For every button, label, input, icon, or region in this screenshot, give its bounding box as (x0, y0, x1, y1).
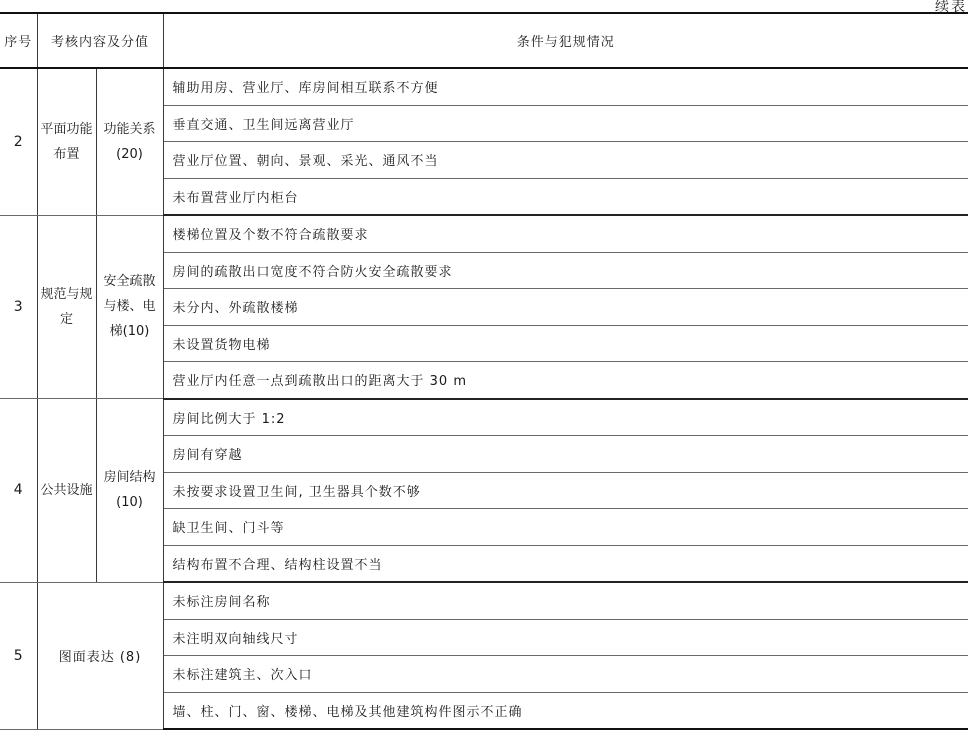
table-row (0, 582, 968, 619)
category-cell (96, 399, 163, 583)
condition-cell: 未布置营业厅内柜台 (163, 178, 968, 215)
table-row (0, 68, 968, 105)
category-label-line: 安全疏散 (103, 274, 156, 290)
section-label-line: 公共设施 (40, 482, 93, 498)
condition-cell: 结构布置不合理、结构柱设置不当 (163, 545, 968, 582)
condition-cell: 缺卫生间、门斗等 (163, 509, 968, 546)
category-label-line: 功能关系 (103, 121, 156, 137)
section-label-line: 布置 (53, 146, 80, 162)
header-no: 序号 (0, 13, 37, 68)
header-content-score: 考核内容及分值 (37, 13, 163, 68)
row-number: 3 (0, 215, 37, 399)
condition-cell: 墙、柱、门、窗、楼梯、电梯及其他建筑构件图示不正确 (163, 692, 968, 729)
section-label-line: 规范与规 (40, 286, 93, 302)
exam-scoring-table (0, 12, 968, 730)
section-label-line: 平面功能 (40, 121, 93, 137)
section-cell (37, 399, 96, 583)
category-label-line: 与楼、电 (103, 299, 156, 315)
section-cell (37, 215, 96, 399)
row-number: 4 (0, 399, 37, 583)
row-number: 2 (0, 68, 37, 215)
category-label-line: (10) (116, 495, 143, 511)
continued-table-label: 续表 (935, 0, 967, 15)
section-category-merged-cell: 图面表达 (8) (37, 582, 163, 729)
row-number: 5 (0, 582, 37, 729)
category-label-line: 梯(10) (109, 324, 150, 340)
section-label-line: 定 (59, 311, 73, 327)
condition-cell: 未按要求设置卫生间, 卫生器具个数不够 (163, 472, 968, 509)
condition-cell: 房间的疏散出口宽度不符合防火安全疏散要求 (163, 252, 968, 289)
condition-cell: 营业厅位置、朝向、景观、采光、通风不当 (163, 142, 968, 179)
condition-cell: 未设置货物电梯 (163, 325, 968, 362)
condition-cell: 未标注房间名称 (163, 582, 968, 619)
condition-cell: 未分内、外疏散楼梯 (163, 289, 968, 326)
table-row (0, 399, 968, 436)
table-header-row (0, 13, 968, 68)
condition-cell: 营业厅内任意一点到疏散出口的距离大于 30 m (163, 362, 968, 399)
category-label-line: 房间结构 (103, 470, 156, 486)
condition-cell: 楼梯位置及个数不符合疏散要求 (163, 215, 968, 252)
condition-cell: 房间比例大于 1:2 (163, 399, 968, 436)
category-label-line: (20) (116, 146, 143, 162)
condition-cell: 垂直交通、卫生间远离营业厅 (163, 105, 968, 142)
category-cell (96, 215, 163, 399)
table-row (0, 215, 968, 252)
category-cell (96, 68, 163, 215)
condition-cell: 未标注建筑主、次入口 (163, 656, 968, 693)
header-conditions: 条件与犯规情况 (163, 13, 968, 68)
condition-cell: 辅助用房、营业厅、库房间相互联系不方便 (163, 68, 968, 105)
section-cell (37, 68, 96, 215)
condition-cell: 未注明双向轴线尺寸 (163, 619, 968, 656)
condition-cell: 房间有穿越 (163, 436, 968, 473)
